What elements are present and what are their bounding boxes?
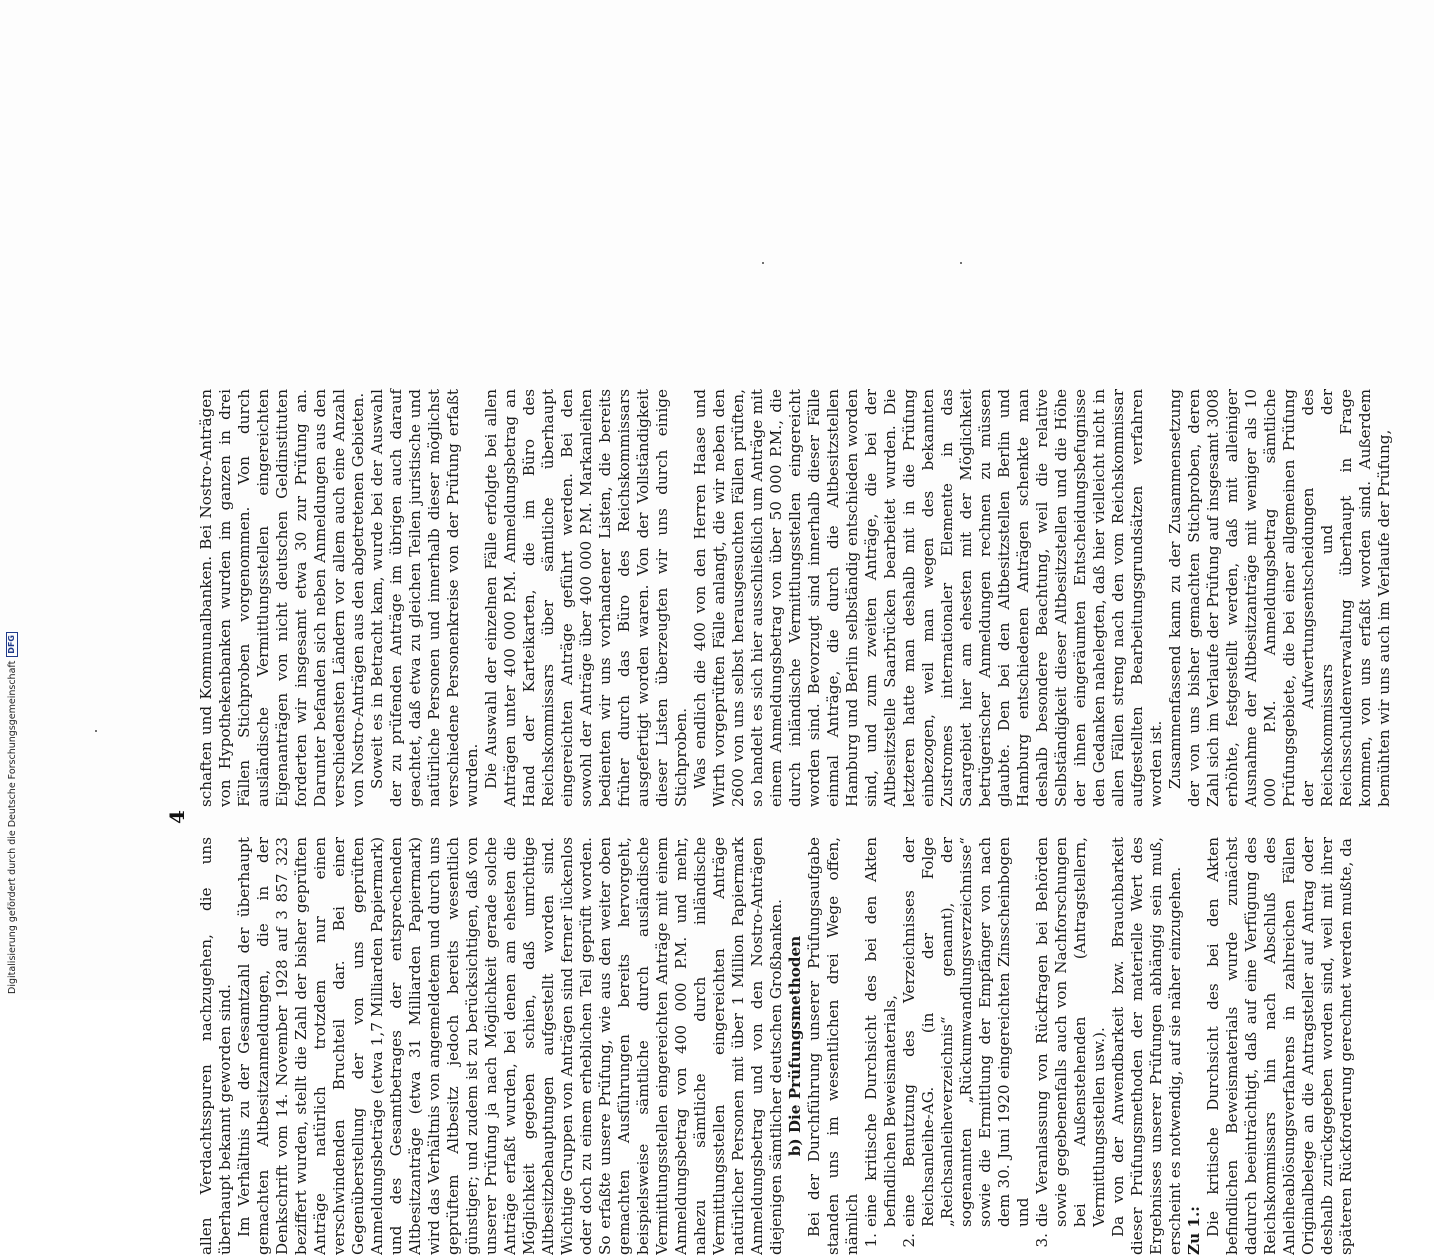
paragraph: Soweit es in Betracht kam, wurde bei der Auswahl der zu prüfenden Anträge im übrigen auch darauf geachtet, daß etwa zu gleichen Teilen juristische und natürliche Personen und innerhalb dieser möglichst verschiedene Personenkreise von der Prüfung erfaßt wurden. — [368, 389, 481, 807]
digitization-credit — [6, 632, 18, 994]
paragraph: Da von der Anwendbarkeit bzw. Brauchbarkeit dieser Prüfungsmethoden der materielle Wert des Ergebnisses unserer Prüfungen abhängig sein muß, erscheint es notwendig, auf sie näher einzugehen. — [1109, 837, 1184, 1255]
list-number: 3. — [1033, 1233, 1051, 1248]
scan-speck — [762, 262, 764, 264]
list-text: die Veranlassung von Rückfragen bei Behörden sowie gegebenenfalls auch von Nachforschungen bei Außenstehenden (Antragstellern, Vermittlungsstellen usw.). — [1033, 837, 1108, 1227]
list-text: eine Benutzung des Verzeichnisses der Reichsanleihe-AG. (in der Folge „Reichsanleiheverzeichnis“ genannt), der sogenannten „Rückumwandlungsverzeichnisse“ sowie die Ermittlung der Empfänger von nach dem 30. Juni 1920 eingereichten Zinsscheinbogen und — [900, 837, 1032, 1227]
list-item — [1033, 837, 1109, 1255]
list-text: eine kritische Durchsicht des bei den Akten befindlichen Beweismaterials, — [862, 837, 899, 1227]
paragraph: Im Verhältnis zu der Gesamtzahl der überhaupt gemachten Altbesitzanmeldungen, die in der Denkschrift vom 14. November 1928 auf 3 857 323 beziffert wurden, stellt die Zahl der bisher geprüften Anträge natürlich trotzdem nur einen verschwindenden Bruchteil dar. Bei einer Gegenüberstellung der von uns geprüften Anmeldungsbeträge (etwa 1,7 Milliarden Papiermark) und des Gesamtbetrages der entsprechenden Altbesitzanträge (etwa 31 Milliarden Papiermark) wird das Verhältnis von angemeldetem und durch uns geprüftem Altbesitz jedoch bereits wesentlich günstiger; und zudem ist zu berücksichtigen, daß von unserer Prüfung ja nach Möglichkeit gerade solche Anträge erfaßt wurden, bei denen am ehesten die Möglichkeit gegeben schien, daß unrichtige Altbesitzbehauptungen aufgestellt worden sind. Wichtige Gruppen von Anträgen sind ferner lückenlos oder doch zu einem erheblichen Teil geprüft worden. So erfaßte unsere Prüfung, wie aus den weiter oben gemachten Ausführungen bereits hervorgeht, beispielsweise sämtliche durch ausländische Vermittlungsstellen eingereichten Anträge mit einem Anmeldungsbetrag von 400 000 P.M. und mehr, nahezu sämtliche durch inländische Vermittlungsstellen eingereichten Anträge natürlicher Personen mit über 1 Million Papiermark Anmeldungsbetrag und von den Nostro-Anträgen diejenigen sämtlicher deutschen Großbanken. — [235, 837, 785, 1255]
right-column — [197, 389, 1394, 807]
list-number: 1. — [862, 1233, 880, 1248]
list-item — [862, 837, 900, 1255]
dfg-logo: DFG — [6, 632, 18, 657]
paragraph: schaften und Kommunalbanken. Bei Nostro-Anträgen von Hypothekenbanken wurden im ganzen in drei Fällen Stichproben vorgenommen. Von durch ausländische Vermittlungsstellen eingereichten Eigenanträgen von nicht deutschen Geldinstituten forderten wir insgesamt etwa 30 zur Prüfung an. Darunter befanden sich neben Anmeldungen aus den verschiedensten Ländern vor allem auch eine Anzahl von Nostro-Anträgen aus den abgetretenen Gebieten. — [197, 389, 367, 807]
page-number: 4 — [165, 810, 189, 824]
paragraph: Die kritische Durchsicht des bei den Akten befindlichen Beweismaterials wurde zunächst dadurch beeinträchtigt, daß auf eine Verfügung des Reichskommissars hin nach Abschluß des Anleiheablösungsverfahrens in zahlreichen Fällen Originalbelege an die Antragsteller auf Antrag oder deshalb zurückgegeben worden sind, weil mit ihrer späteren Rückforderung gerechnet werden mußte, da — [1204, 837, 1355, 1255]
credit-text: Digitalisierung gefördert durch die Deutsche Forschungsgemeinschaft — [6, 660, 18, 994]
left-column — [197, 837, 1356, 1255]
list-item — [900, 837, 1033, 1255]
sub-heading: Zu 1.: — [1185, 1206, 1203, 1255]
paragraph: Die Auswahl der einzelnen Fälle erfolgte bei allen Anträgen unter 400 000 P.M. Anmeldungsbetrag an Hand der Karteikarten, die im Büro des Reichskommissars über sämtliche überhaupt eingereichten Anträge geführt werden. Bei den sowohl der Anträge über 400 000 P.M. Markanleihen bedienten wir uns vorhandener Listen, die bereits früher durch das Büro des Reichskommissars ausgefertigt worden waren. Von der Vollständigkeit dieser Listen überzeugten wir uns durch einige Stichproben. — [482, 389, 690, 807]
paragraph: Bei der Durchführung unserer Prüfungsaufgabe standen uns im wesentlichen drei Wege offen, nämlich — [805, 837, 861, 1255]
rotated-page-content — [157, 375, 1417, 1255]
paragraph: allen Verdachtsspuren nachzugehen, die uns überhaupt bekannt geworden sind. — [197, 837, 234, 1255]
paragraph: Zusammenfassend kann zu der Zusammensetzung der von uns bisher gemachten Stichproben, deren Zahl sich im Verlaufe der Prüfung auf insgesamt 3008 erhöhte, festgestellt werden, daß mit alleiniger Ausnahme der Altbesitzanträge mit weniger als 10 000 P.M. Anmeldungsbetrag sämtliche Prüfungsgebiete, die bei einer allgemeinen Prüfung der Aufwertungsentscheidungen des Reichskommissars und der Reichsschuldenverwaltung überhaupt in Frage kommen, von uns erfaßt worden sind. Außerdem bemühten wir uns auch im Verlaufe der Prüfung, — [1166, 389, 1393, 807]
paragraph: Was endlich die 400 von den Herren Haase und Wirth vorgeprüften Fälle anlangt, die wir neben den 2600 von uns selbst herausgesuchten Fällen prüften, so handelt es sich hier ausschließlich um Anträge mit einem Anmeldungsbetrag von über 50 000 P.M., die durch inländische Vermittlungsstellen eingereicht worden sind. Bevorzugt sind innerhalb dieser Fälle einmal Anträge, die durch die Altbesitzstellen Hamburg und Berlin selbständig entschieden worden sind, und zum zweiten Anträge, die bei der Altbesitzstelle Saarbrücken bearbeitet wurden. Die letzteren hatte man deshalb mit in die Prüfung einbezogen, weil man wegen des bekannten Zustromes internationaler Elemente in das Saargebiet hier am ehesten mit der Möglichkeit betrügerischer Anmeldungen rechnen zu müssen glaubte. Den bei den Altbesitzstellen Berlin und Hamburg entschiedenen Anträgen schenkte man deshalb besondere Beachtung, weil die relative Selbständigkeit dieser Altbesitzstellen und die Höhe der ihnen eingeräumten Entscheidungsbefugnisse den Gedanken nahelegten, daß hier vielleicht nicht in allen Fällen streng nach den vom Reichskommissar aufgestellten Bearbeitungsgrundsätzen verfahren worden ist. — [691, 389, 1165, 807]
section-heading: b) Die Prüfungsmethoden — [786, 935, 804, 1157]
list-number: 2. — [900, 1233, 918, 1248]
scan-speck — [95, 730, 97, 732]
scan-speck — [960, 262, 962, 264]
